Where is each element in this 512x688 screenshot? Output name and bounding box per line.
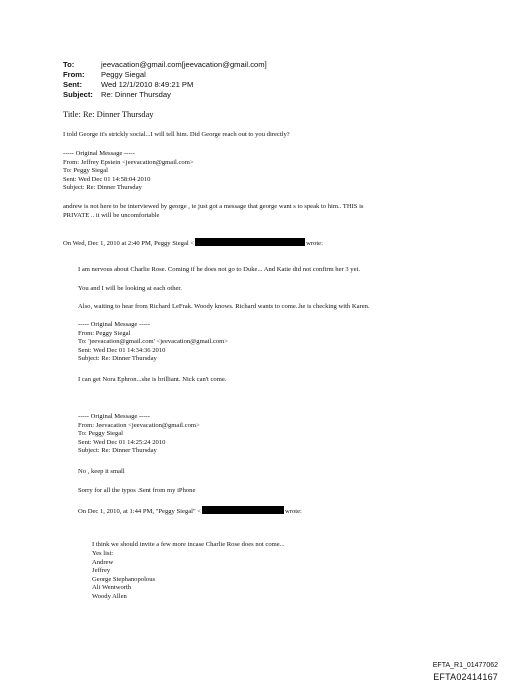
quoted-paragraph-6: Sorry for all the typos .Sent from my iPhone — [78, 487, 196, 494]
wrote-line-1-text: On Wed, Dec 1, 2010 at 2:40 PM, Peggy Siegal < — [63, 240, 195, 247]
yes-list-label: Yes list: — [92, 550, 114, 557]
wrote-line-2 — [78, 506, 302, 517]
to-label: To: — [63, 60, 75, 69]
original-message-marker: ----- Original Message ----- — [78, 321, 150, 328]
original-from: From: Jeevacation <jeevacation@gmail.com> — [78, 421, 200, 429]
email-header — [63, 60, 267, 100]
subject-value: Re: Dinner Thursday — [101, 90, 171, 99]
list-item: Woody Allen — [92, 592, 127, 600]
list-item: George Stephanopolous — [92, 575, 156, 583]
redaction-box — [195, 238, 305, 246]
original-from: From: Jeffrey Epstein <jeevacation@gmail.com> — [63, 158, 194, 166]
sent-label: Sent: — [63, 80, 82, 89]
quoted-paragraph-2: You and I will be looking at each other. — [78, 285, 182, 292]
quoted-paragraph-4: I can get Nora Ephron...she is brilliant. Nick can't come. — [78, 376, 227, 383]
original-subject: Subject: Re: Dinner Thursday — [78, 447, 157, 455]
epstein-reply — [63, 203, 364, 220]
original-message-2 — [78, 321, 228, 364]
from-value: Peggy Siegal — [101, 70, 146, 79]
original-to: To: Peggy Siegal — [63, 167, 108, 175]
original-subject: Subject: Re: Dinner Thursday — [63, 184, 142, 192]
epstein-reply-line-2: PRIVATE .. it will be uncomfortable — [63, 211, 160, 219]
to-value: jeevacation@gmail.com[jeevacation@gmail.com] — [101, 60, 267, 69]
original-message-1 — [63, 150, 194, 193]
reply-paragraph: I told George it's strickly social...I will tell him. Did George reach out to you directly? — [63, 131, 290, 138]
header-from-row — [63, 70, 267, 80]
header-to-row — [63, 60, 267, 70]
original-message-3 — [78, 413, 200, 456]
quoted-paragraph-5: No , keep it small — [78, 468, 125, 475]
list-item: Andrew — [92, 558, 114, 566]
document-id-small: EFTA_R1_01477062 — [432, 662, 498, 669]
wrote-line-1-suffix: wrote: — [306, 240, 323, 247]
original-from: From: Peggy Siegal — [78, 329, 131, 337]
sent-value: Wed 12/1/2010 8:49:21 PM — [101, 80, 194, 89]
wrote-line-2-text: On Dec 1, 2010, at 1:44 PM, "Peggy Siegal" < — [78, 508, 202, 515]
message-title: Title: Re: Dinner Thursday — [63, 110, 154, 119]
original-message-marker: ----- Original Message ----- — [63, 150, 135, 157]
subject-label: Subject: — [63, 90, 93, 99]
list-item: Ali Wentworth — [92, 584, 132, 592]
original-message-marker: ----- Original Message ----- — [78, 413, 150, 420]
header-sent-row — [63, 80, 267, 90]
original-to: To: 'jeevacation@gmail.com' <jeevacation@gmail.com> — [78, 338, 229, 346]
wrote-line-1 — [63, 238, 323, 249]
list-item: Jeffrey — [92, 567, 111, 575]
quoted-paragraph-7: I think we should invite a few more incase Charlie Rose does not come... — [92, 541, 285, 548]
original-sent: Sent: Wed Dec 01 14:58:04 2010 — [63, 175, 151, 183]
wrote-line-2-suffix: wrote: — [285, 508, 302, 515]
original-sent: Sent: Wed Dec 01 14:34:36 2010 — [78, 346, 166, 354]
epstein-reply-line-1: andrew is not here to be interviewed by george , ie just got a message that george want s to speak to him.. THIS is — [63, 203, 364, 210]
original-to: To: Peggy Siegal — [78, 430, 123, 438]
yes-list — [92, 550, 155, 602]
original-sent: Sent: Wed Dec 01 14:25:24 2010 — [78, 438, 166, 446]
header-subject-row — [63, 90, 267, 100]
quoted-paragraph-1: I am nervous about Charlie Rose. Coming if he does not go to Duke... And Katie did not confirm her 3 yet. — [78, 266, 361, 273]
original-subject: Subject: Re: Dinner Thursday — [78, 355, 157, 363]
quoted-paragraph-3: Also, waiting to hear from Richard LeFrak. Woody knows. Richard wants to come..he is checking with Karen. — [78, 303, 370, 310]
from-label: From: — [63, 70, 85, 79]
document-id-large: EFTA02414167 — [433, 672, 498, 682]
redaction-box — [202, 506, 284, 514]
